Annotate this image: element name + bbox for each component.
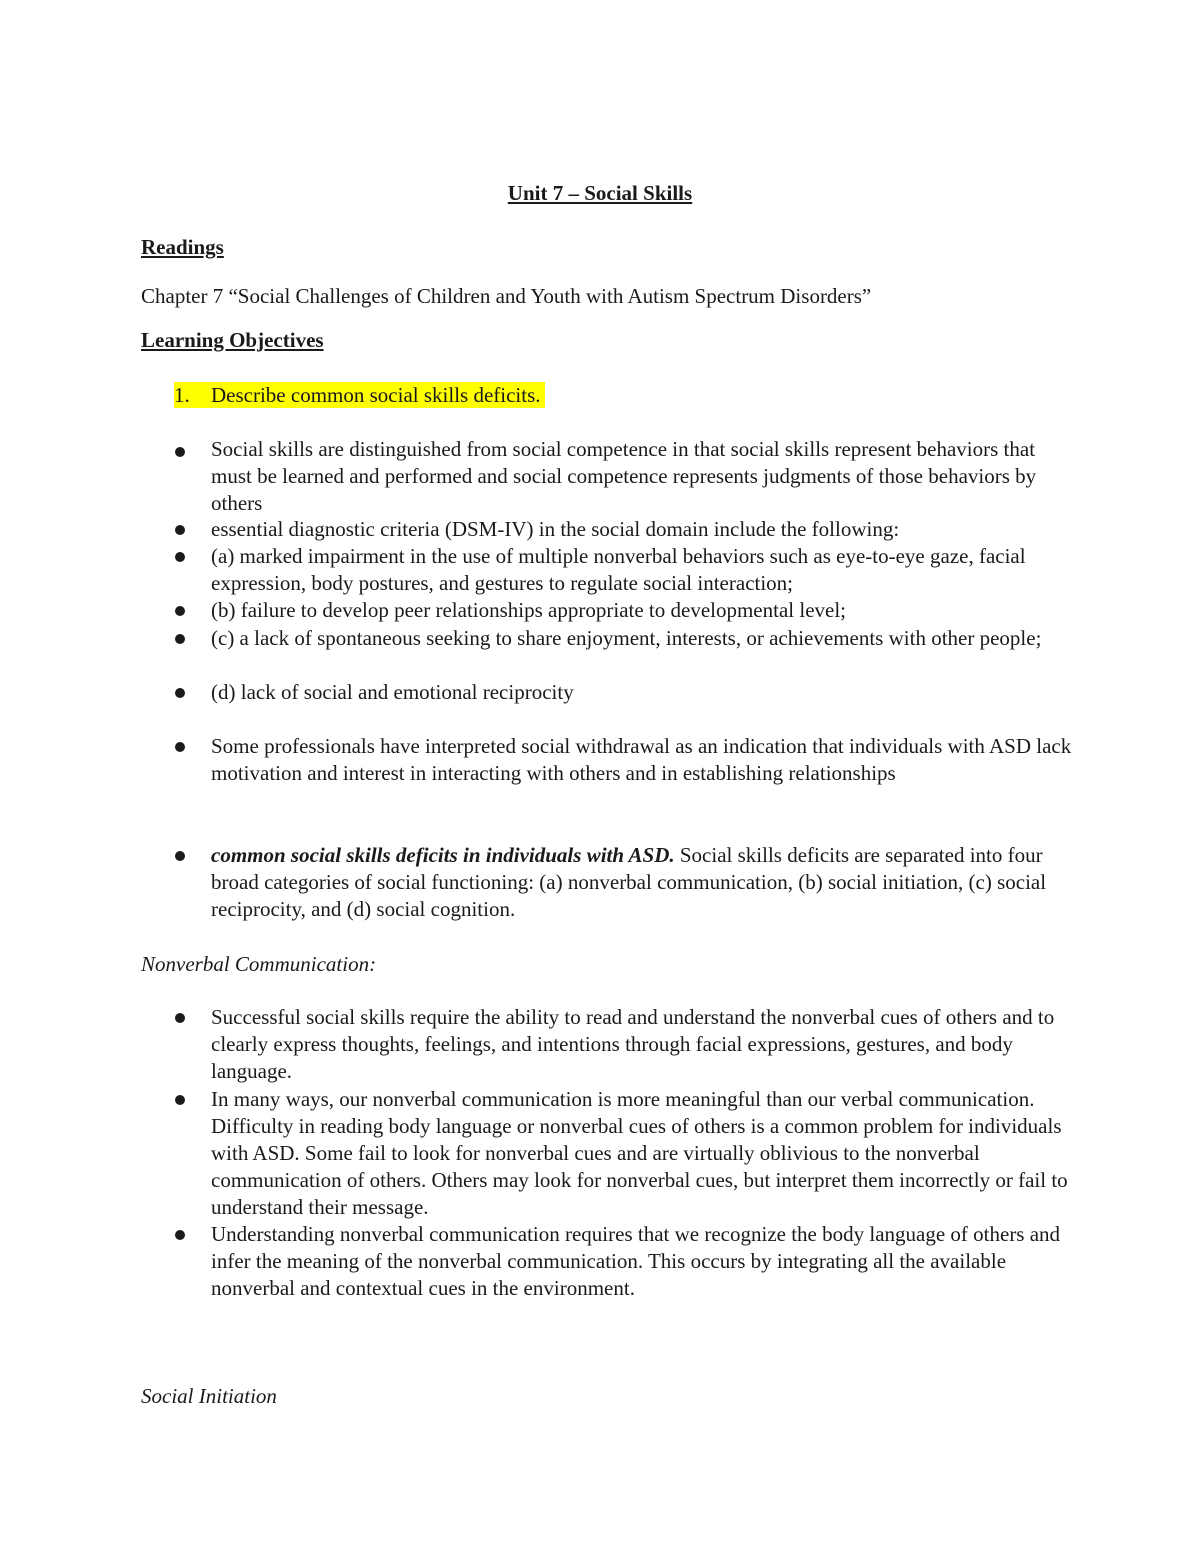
bullet-icon bbox=[175, 552, 185, 562]
bullet-icon bbox=[175, 1095, 185, 1105]
list-item: Successful social skills require the ability to read and understand the nonverbal cues of others and to clearly express thoughts, feelings, and intentions through facial expressions, gestures, and body language. bbox=[211, 1005, 1055, 1083]
objective-highlight bbox=[174, 382, 545, 408]
list-item: Some professionals have interpreted social withdrawal as an indication that individuals with ASD lack motivation and interest in interacting with others and in establishing relationships bbox=[211, 734, 1072, 785]
readings-text: Chapter 7 “Social Challenges of Children and Youth with Autism Spectrum Disorders” bbox=[141, 284, 872, 308]
objective-number: 1. bbox=[174, 383, 190, 407]
list-item: In many ways, our nonverbal communication is more meaningful than our verbal communication. Difficulty in reading body language or nonverbal cues of others is a common problem for individuals with ASD. Some fail to look for nonverbal cues and are virtually oblivious to the nonverbal communication of others. Others may look for nonverbal cues, but interpret them incorrectly or fail to understand their message. bbox=[211, 1087, 1068, 1219]
body-text: Social skills deficits are separated into four broad categories of social functioning: (a) nonverbal communication, (b) social initiation, (c) social reciprocity, and (d) social cognition. bbox=[211, 843, 1047, 921]
bullet-icon bbox=[175, 1230, 185, 1240]
readings-heading: Readings bbox=[141, 235, 224, 259]
objective-text: Describe common social skills deficits. bbox=[211, 383, 541, 407]
bullet-icon bbox=[175, 742, 185, 752]
social-initiation-heading: Social Initiation bbox=[141, 1384, 277, 1408]
list-item: (a) marked impairment in the use of multiple nonverbal behaviors such as eye-to-eye gaze, facial expression, body postures, and gestures to regulate social interaction; bbox=[211, 544, 1026, 595]
list-item: Social skills are distinguished from social competence in that social skills represent behaviors that must be learned and performed and social competence represents judgments of those behaviors by others bbox=[211, 437, 1037, 515]
bullet-icon bbox=[175, 1013, 185, 1023]
bullet-icon bbox=[175, 851, 185, 861]
bullet-icon bbox=[175, 634, 185, 644]
bullet-icon bbox=[175, 688, 185, 698]
list-item: (b) failure to develop peer relationships appropriate to developmental level; bbox=[211, 598, 847, 622]
nonverbal-heading: Nonverbal Communication: bbox=[141, 952, 377, 976]
list-item: (c) a lack of spontaneous seeking to share enjoyment, interests, or achievements with other people; bbox=[211, 626, 1042, 650]
bullet-icon bbox=[175, 606, 185, 616]
list-item-common-deficits bbox=[211, 842, 1081, 923]
objective-item bbox=[174, 381, 545, 409]
bullet-icon bbox=[175, 447, 185, 457]
learning-objectives-heading: Learning Objectives bbox=[141, 328, 324, 352]
page-title: Unit 7 – Social Skills bbox=[507, 181, 693, 205]
emphasis-text: common social skills deficits in individuals with ASD. bbox=[211, 843, 675, 867]
list-item: (d) lack of social and emotional reciprocity bbox=[211, 680, 574, 704]
bullet-icon bbox=[175, 525, 185, 535]
list-item: Understanding nonverbal communication requires that we recognize the body language of others and infer the meaning of the nonverbal communication. This occurs by integrating all the available nonverbal and contextual cues in the environment. bbox=[211, 1222, 1061, 1300]
list-item: essential diagnostic criteria (DSM-IV) in the social domain include the following: bbox=[211, 517, 900, 541]
